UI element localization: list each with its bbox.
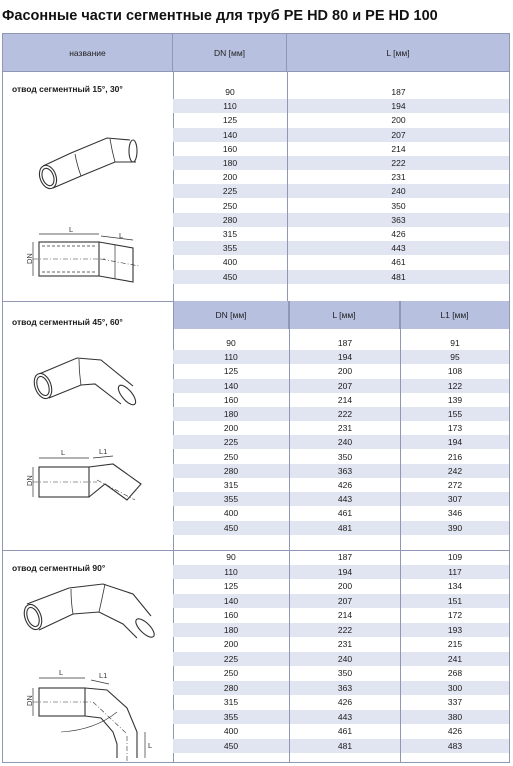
elbow-90-drawing (15, 572, 165, 762)
table-row (173, 681, 509, 695)
l-cell: 200 (287, 113, 509, 127)
l1-cell: 194 (400, 435, 509, 449)
l1-cell: 300 (400, 681, 509, 695)
table-row (173, 623, 509, 637)
header-l: L [мм] (287, 34, 509, 71)
l1-cell: 272 (400, 478, 509, 492)
dn-cell: 225 (223, 437, 239, 448)
l-cell: 207 (289, 379, 400, 393)
l1-cell: 139 (400, 393, 509, 407)
l1-cell: 134 (400, 579, 509, 593)
table-row (173, 464, 509, 478)
table-row (173, 492, 509, 506)
dn-cell: 400 (223, 508, 239, 519)
dn-cell: 450 (223, 740, 239, 751)
l1-cell: 95 (400, 350, 509, 364)
dn-cell: 280 (223, 682, 239, 693)
dn-cell: 160 (223, 394, 239, 405)
l-cell: 443 (287, 241, 509, 255)
l1-cell: 172 (400, 608, 509, 622)
section-label-45-60: отвод сегментный 45°, 60° (12, 317, 123, 327)
l-cell: 194 (289, 565, 400, 579)
dn-cell: 140 (223, 595, 239, 606)
l-cell: 214 (289, 608, 400, 622)
l-cell: 194 (289, 350, 400, 364)
table-row (173, 379, 509, 393)
dn-cell: 110 (224, 566, 238, 577)
table-row (173, 450, 509, 464)
l-cell: 426 (287, 227, 509, 241)
elbow-45-60-drawing (15, 352, 165, 502)
dn-cell: 355 (223, 494, 239, 505)
l-cell: 187 (289, 336, 400, 350)
dn-cell: 250 (222, 200, 238, 211)
table-row (173, 594, 509, 608)
l-cell: 350 (289, 666, 400, 680)
l-cell: 207 (287, 128, 509, 142)
l-cell: 481 (287, 270, 509, 284)
table-row (173, 421, 509, 435)
l-cell: 214 (287, 142, 509, 156)
dn-cell: 125 (222, 115, 238, 126)
table-row (173, 739, 509, 753)
l-cell: 443 (289, 492, 400, 506)
table-row (173, 695, 509, 709)
table-row (173, 724, 509, 738)
dn-cell: 225 (222, 186, 238, 197)
l1-cell: 155 (400, 407, 509, 421)
table-row (173, 142, 509, 156)
l1-cell: 307 (400, 492, 509, 506)
dn-cell: 90 (226, 338, 236, 348)
page-title: Фасонные части сегментные для труб PE HD 80 и PE HD 100 (2, 8, 438, 24)
table-row (173, 579, 509, 593)
dn-cell: 180 (222, 158, 238, 168)
table-row (173, 156, 509, 170)
l-cell: 350 (289, 450, 400, 464)
header-name: название (3, 34, 173, 71)
dn-cell: 110 (223, 101, 237, 112)
l1-cell: 390 (400, 521, 509, 535)
l1-cell: 91 (400, 336, 509, 350)
l1-cell: 193 (400, 623, 509, 637)
table-row (173, 213, 509, 227)
table-row (173, 565, 509, 579)
table-row (173, 478, 509, 492)
l-cell: 363 (289, 464, 400, 478)
drawing-label-l: L (119, 231, 124, 240)
l-cell: 363 (287, 213, 509, 227)
table-row (173, 255, 509, 269)
l-cell: 200 (289, 579, 400, 593)
table-row (173, 608, 509, 622)
l1-cell: 108 (400, 364, 509, 378)
drawing-label-l: L (148, 741, 153, 750)
dn-cell: 400 (223, 726, 239, 736)
fittings-table (2, 33, 510, 763)
table-row (173, 637, 509, 651)
header-dn: DN [мм] (173, 34, 287, 71)
header-l1-2: L1 [мм] (400, 301, 509, 329)
dn-cell: 180 (223, 624, 239, 635)
l-cell: 461 (287, 255, 509, 269)
table-row (173, 407, 509, 421)
l-cell: 481 (289, 739, 400, 753)
l-cell: 222 (289, 407, 400, 421)
l1-cell: 337 (400, 695, 509, 709)
l-cell: 231 (287, 170, 509, 184)
l-cell: 187 (287, 85, 509, 99)
table-row (173, 336, 509, 350)
l-cell: 363 (289, 681, 400, 695)
table-row (173, 184, 509, 198)
table-row (173, 364, 509, 378)
dn-cell: 400 (222, 257, 238, 268)
l1-cell: 268 (400, 666, 509, 680)
dn-cell: 280 (223, 465, 239, 476)
table-row (173, 666, 509, 680)
dn-cell: 125 (223, 581, 239, 591)
dn-cell: 90 (226, 552, 236, 562)
l1-cell: 122 (400, 379, 509, 393)
dn-cell: 225 (223, 653, 239, 664)
header-dn-2: DN [мм] (173, 301, 289, 329)
dn-cell: 250 (223, 668, 239, 678)
l1-cell: 426 (400, 724, 509, 738)
l-cell: 443 (289, 710, 400, 724)
l-cell: 426 (289, 478, 400, 492)
dn-cell: 355 (222, 243, 238, 254)
l-cell: 240 (287, 184, 509, 198)
dn-cell: 110 (224, 352, 238, 363)
l1-cell: 215 (400, 637, 509, 651)
dn-cell: 450 (223, 522, 239, 533)
l-cell: 426 (289, 695, 400, 709)
dn-cell: 450 (222, 271, 238, 282)
drawing-label-dn: DN (25, 475, 34, 486)
header-l-2: L [мм] (289, 301, 400, 329)
table-row (173, 550, 509, 564)
drawing-label-l: L (61, 448, 66, 457)
l-cell: 231 (289, 637, 400, 651)
dn-cell: 160 (223, 610, 239, 620)
l1-cell: 117 (400, 565, 509, 579)
l-cell: 200 (289, 364, 400, 378)
l1-cell: 216 (400, 450, 509, 464)
l-cell: 231 (289, 421, 400, 435)
dn-cell: 280 (222, 214, 238, 225)
drawing-label-l: L (69, 225, 74, 234)
table-row (173, 710, 509, 724)
table-row (173, 170, 509, 184)
table-row (173, 435, 509, 449)
l1-cell: 151 (400, 594, 509, 608)
l-cell: 461 (289, 724, 400, 738)
l1-cell: 380 (400, 710, 509, 724)
l-cell: 481 (289, 521, 400, 535)
l1-cell: 242 (400, 464, 509, 478)
l-cell: 222 (289, 623, 400, 637)
drawing-label-dn: DN (25, 695, 34, 706)
dn-cell: 315 (223, 697, 239, 707)
l-cell: 240 (289, 652, 400, 666)
l1-cell: 346 (400, 506, 509, 520)
elbow-15-30-drawing (15, 124, 165, 284)
table-row (173, 393, 509, 407)
table-row (173, 85, 509, 99)
l1-cell: 483 (400, 739, 509, 753)
dn-cell: 315 (222, 229, 238, 239)
dn-cell: 125 (223, 366, 239, 377)
table-row (173, 128, 509, 142)
l-cell: 207 (289, 594, 400, 608)
dn-cell: 160 (222, 143, 238, 154)
drawing-label-l: L (59, 668, 64, 677)
table-row (173, 350, 509, 364)
dn-cell: 200 (222, 172, 238, 183)
dn-cell: 90 (225, 87, 235, 97)
dn-cell: 140 (222, 129, 238, 140)
dn-cell: 200 (223, 639, 239, 649)
table-row (173, 270, 509, 284)
drawing-label-dn: DN (25, 253, 34, 264)
l-cell: 461 (289, 506, 400, 520)
dn-cell: 315 (223, 480, 239, 490)
l-cell: 350 (287, 199, 509, 213)
l-cell: 240 (289, 435, 400, 449)
l-cell: 187 (289, 550, 400, 564)
l1-cell: 241 (400, 652, 509, 666)
dn-cell: 180 (223, 409, 239, 419)
l1-cell: 173 (400, 421, 509, 435)
table-row (173, 241, 509, 255)
table-row (173, 199, 509, 213)
dn-cell: 140 (223, 380, 239, 391)
table-row (173, 652, 509, 666)
l-cell: 214 (289, 393, 400, 407)
table-row (173, 521, 509, 535)
table-row (173, 227, 509, 241)
dn-cell: 355 (223, 711, 239, 722)
drawing-label-l1: L1 (99, 447, 108, 456)
table-row (173, 99, 509, 113)
section-label-90: отвод сегментный 90° (12, 563, 106, 573)
l-cell: 222 (287, 156, 509, 170)
l-cell: 194 (287, 99, 509, 113)
dn-cell: 250 (223, 451, 239, 462)
dn-cell: 200 (223, 423, 239, 434)
section-label-15-30: отвод сегментный 15°, 30° (12, 84, 123, 94)
drawing-label-l1: L1 (99, 671, 108, 680)
l1-cell: 109 (400, 550, 509, 564)
table-row (173, 113, 509, 127)
table-row (173, 506, 509, 520)
